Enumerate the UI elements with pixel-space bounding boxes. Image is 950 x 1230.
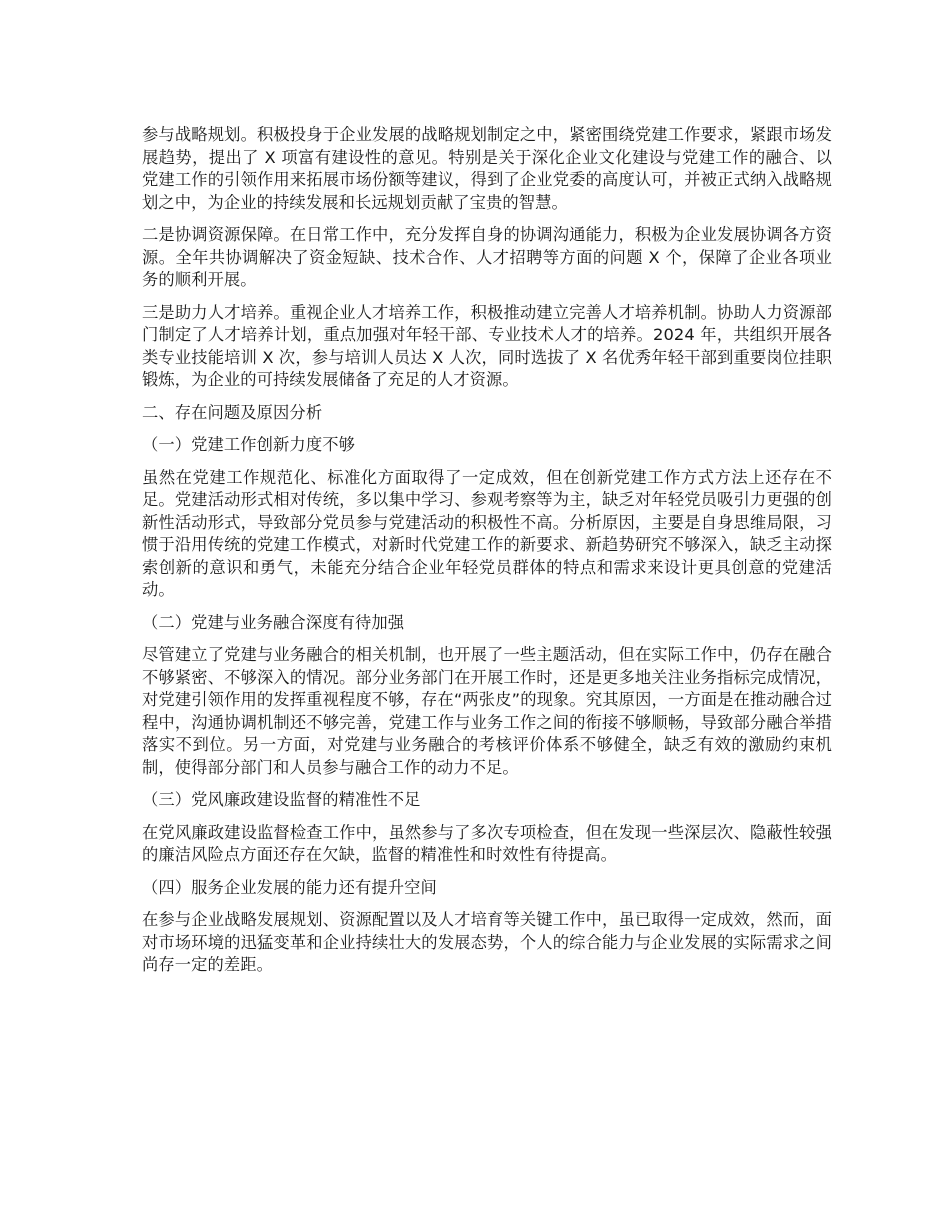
paragraph-strategy-planning: 参与战略规划。积极投身于企业发展的战略规划制定之中，紧密围绕党建工作要求，紧跟市场发展趋势，提出了 X 项富有建设性的意见。特别是关于深化企业文化建设与党建工作的融合、以党建工作的引领作用来拓展市场份额等建议，得到了企业党委的高度认可，并被正式纳入战略规划之中，为企业的持续发展和长远规划贡献了宝贵的智慧。 bbox=[142, 125, 832, 212]
subheading-innovation: （一）党建工作创新力度不够 bbox=[142, 435, 355, 454]
paragraph-talent-cultivation: 三是助力人才培养。重视企业人才培养工作，积极推动建立完善人才培养机制。协助人力资源部门制定了人才培养计划，重点加强对年轻干部、专业技术人才的培养。2024 年，共组织开展各类专业技能培训 X 次，参与培训人员达 X 人次，同时选拔了 X 名优秀年轻干部到重要岗位挂职锻炼，为企业的可持续发展储备了充足的人才资源。 bbox=[142, 302, 832, 389]
paragraph-service-capability: 在参与企业战略发展规划、资源配置以及人才培育等关键工作中，虽已取得一定成效，然而，面对市场环境的迅猛变革和企业持续壮大的发展态势，个人的综合能力与企业发展的实际需求之间尚存一定的差距。 bbox=[142, 910, 832, 974]
paragraph-innovation: 虽然在党建工作规范化、标准化方面取得了一定成效，但在创新党建工作方式方法上还存在不足。党建活动形式相对传统，多以集中学习、参观考察等为主，缺乏对年轻党员吸引力更强的创新性活动形式，导致部分党员参与党建活动的积极性不高。分析原因，主要是自身思维局限，习惯于沿用传统的党建工作模式，对新时代党建工作的新要求、新趋势研究不够深入，缺乏主动探索创新的意识和勇气，未能充分结合企业年轻党员群体的特点和需求来设计更具创意的党建活动。 bbox=[142, 467, 832, 599]
paragraph-supervision: 在党风廉政建设监督检查工作中，虽然参与了多次专项检查，但在发现一些深层次、隐蔽性较强的廉洁风险点方面还存在欠缺，监督的精准性和时效性有待提高。 bbox=[142, 822, 832, 864]
paragraph-resource-coordination: 二是协调资源保障。在日常工作中，充分发挥自身的协调沟通能力，积极为企业发展协调各方资源。全年共协调解决了资金短缺、技术合作、人才招聘等方面的问题 X 个，保障了企业各项业务的顺利开展。 bbox=[142, 225, 832, 289]
subheading-service-capability: （四）服务企业发展的能力还有提升空间 bbox=[142, 877, 437, 897]
subheading-supervision: （三）党风廉政建设监督的精准性不足 bbox=[142, 790, 421, 809]
document-page bbox=[142, 124, 832, 987]
paragraph-integration: 尽管建立了党建与业务融合的相关机制，也开展了一些主题活动，但在实际工作中，仍存在融合不够紧密、不够深入的情况。部分业务部门在开展工作时，还是更多地关注业务指标完成情况，对党建引领作用的发挥重视程度不够，存在“两张皮”的现象。究其原因，一方面是在推动融合过程中，沟通协调机制还不够完善，党建工作与业务工作之间的衔接不够顺畅，导致部分融合举措落实不到位。另一方面，对党建与业务融合的考核评价体系不够健全，缺乏有效的激励约束机制，使得部分部门和人员参与融合工作的动力不足。 bbox=[142, 645, 832, 777]
subheading-integration: （二）党建与业务融合深度有待加强 bbox=[142, 612, 405, 632]
section-heading-problems: 二、存在问题及原因分析 bbox=[142, 402, 323, 422]
